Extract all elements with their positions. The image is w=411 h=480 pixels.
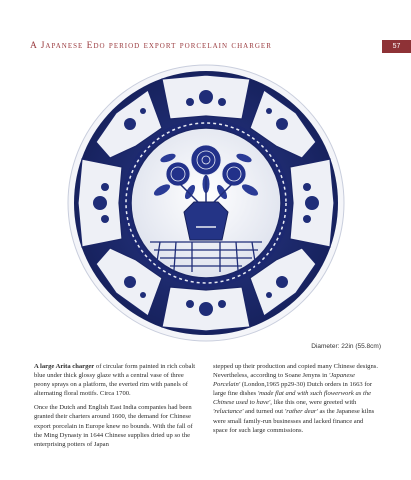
text-column-right <box>213 362 379 440</box>
paragraph-continuation <box>213 362 379 435</box>
figure-caption: Diameter: 22in (55.8cm) <box>311 343 381 350</box>
quotation: 'rather dear' <box>284 408 318 416</box>
central-vase <box>184 202 228 240</box>
quotation: 'reluctance' <box>213 408 244 416</box>
paragraph-history: Once the Dutch and English East India companies had been granted their charters around 1600, the demand for Chinese export porcelain in Europe knew no bounds. With the fall of the Ming Dynasty in 1644 Chinese supplies dried up so the enterprising potters of Japan <box>34 404 193 448</box>
charger-photo <box>30 62 381 342</box>
book-title: 'Japanese Porcelain' <box>213 372 355 389</box>
text-run: as the Japanese kilns were small family-run businesses and lacked finance and space for such large commissions. <box>213 408 375 434</box>
charger-illustration <box>30 62 381 342</box>
text-column-left <box>34 362 200 454</box>
description-body: of circular form painted in rich cobalt blue under thick glossy glaze with a central vase of three peony sprays on a platform, the everted rim with panels of alternating floral motifs. Circa 1700. <box>34 363 196 398</box>
text-run: (London,1965 pp29-30) Dutch orders in 1663 for large fine dishes <box>213 381 373 398</box>
lead-phrase: A large Arita charger <box>34 363 95 370</box>
paragraph-description <box>34 362 200 398</box>
text-run: stepped up their production and copied many Chinese designs. Nevertheless, according to Soane Jenyns in <box>213 363 378 380</box>
text-run: , like this one, were greeted with <box>270 399 357 407</box>
quotation: 'made flat and with such flowerwork as the Chinese used to have' <box>213 390 372 407</box>
page-number-badge: 57 <box>382 40 411 53</box>
running-header: A Japanese Edo period export porcelain charger <box>30 41 272 51</box>
text-run: and turned out <box>243 408 285 416</box>
